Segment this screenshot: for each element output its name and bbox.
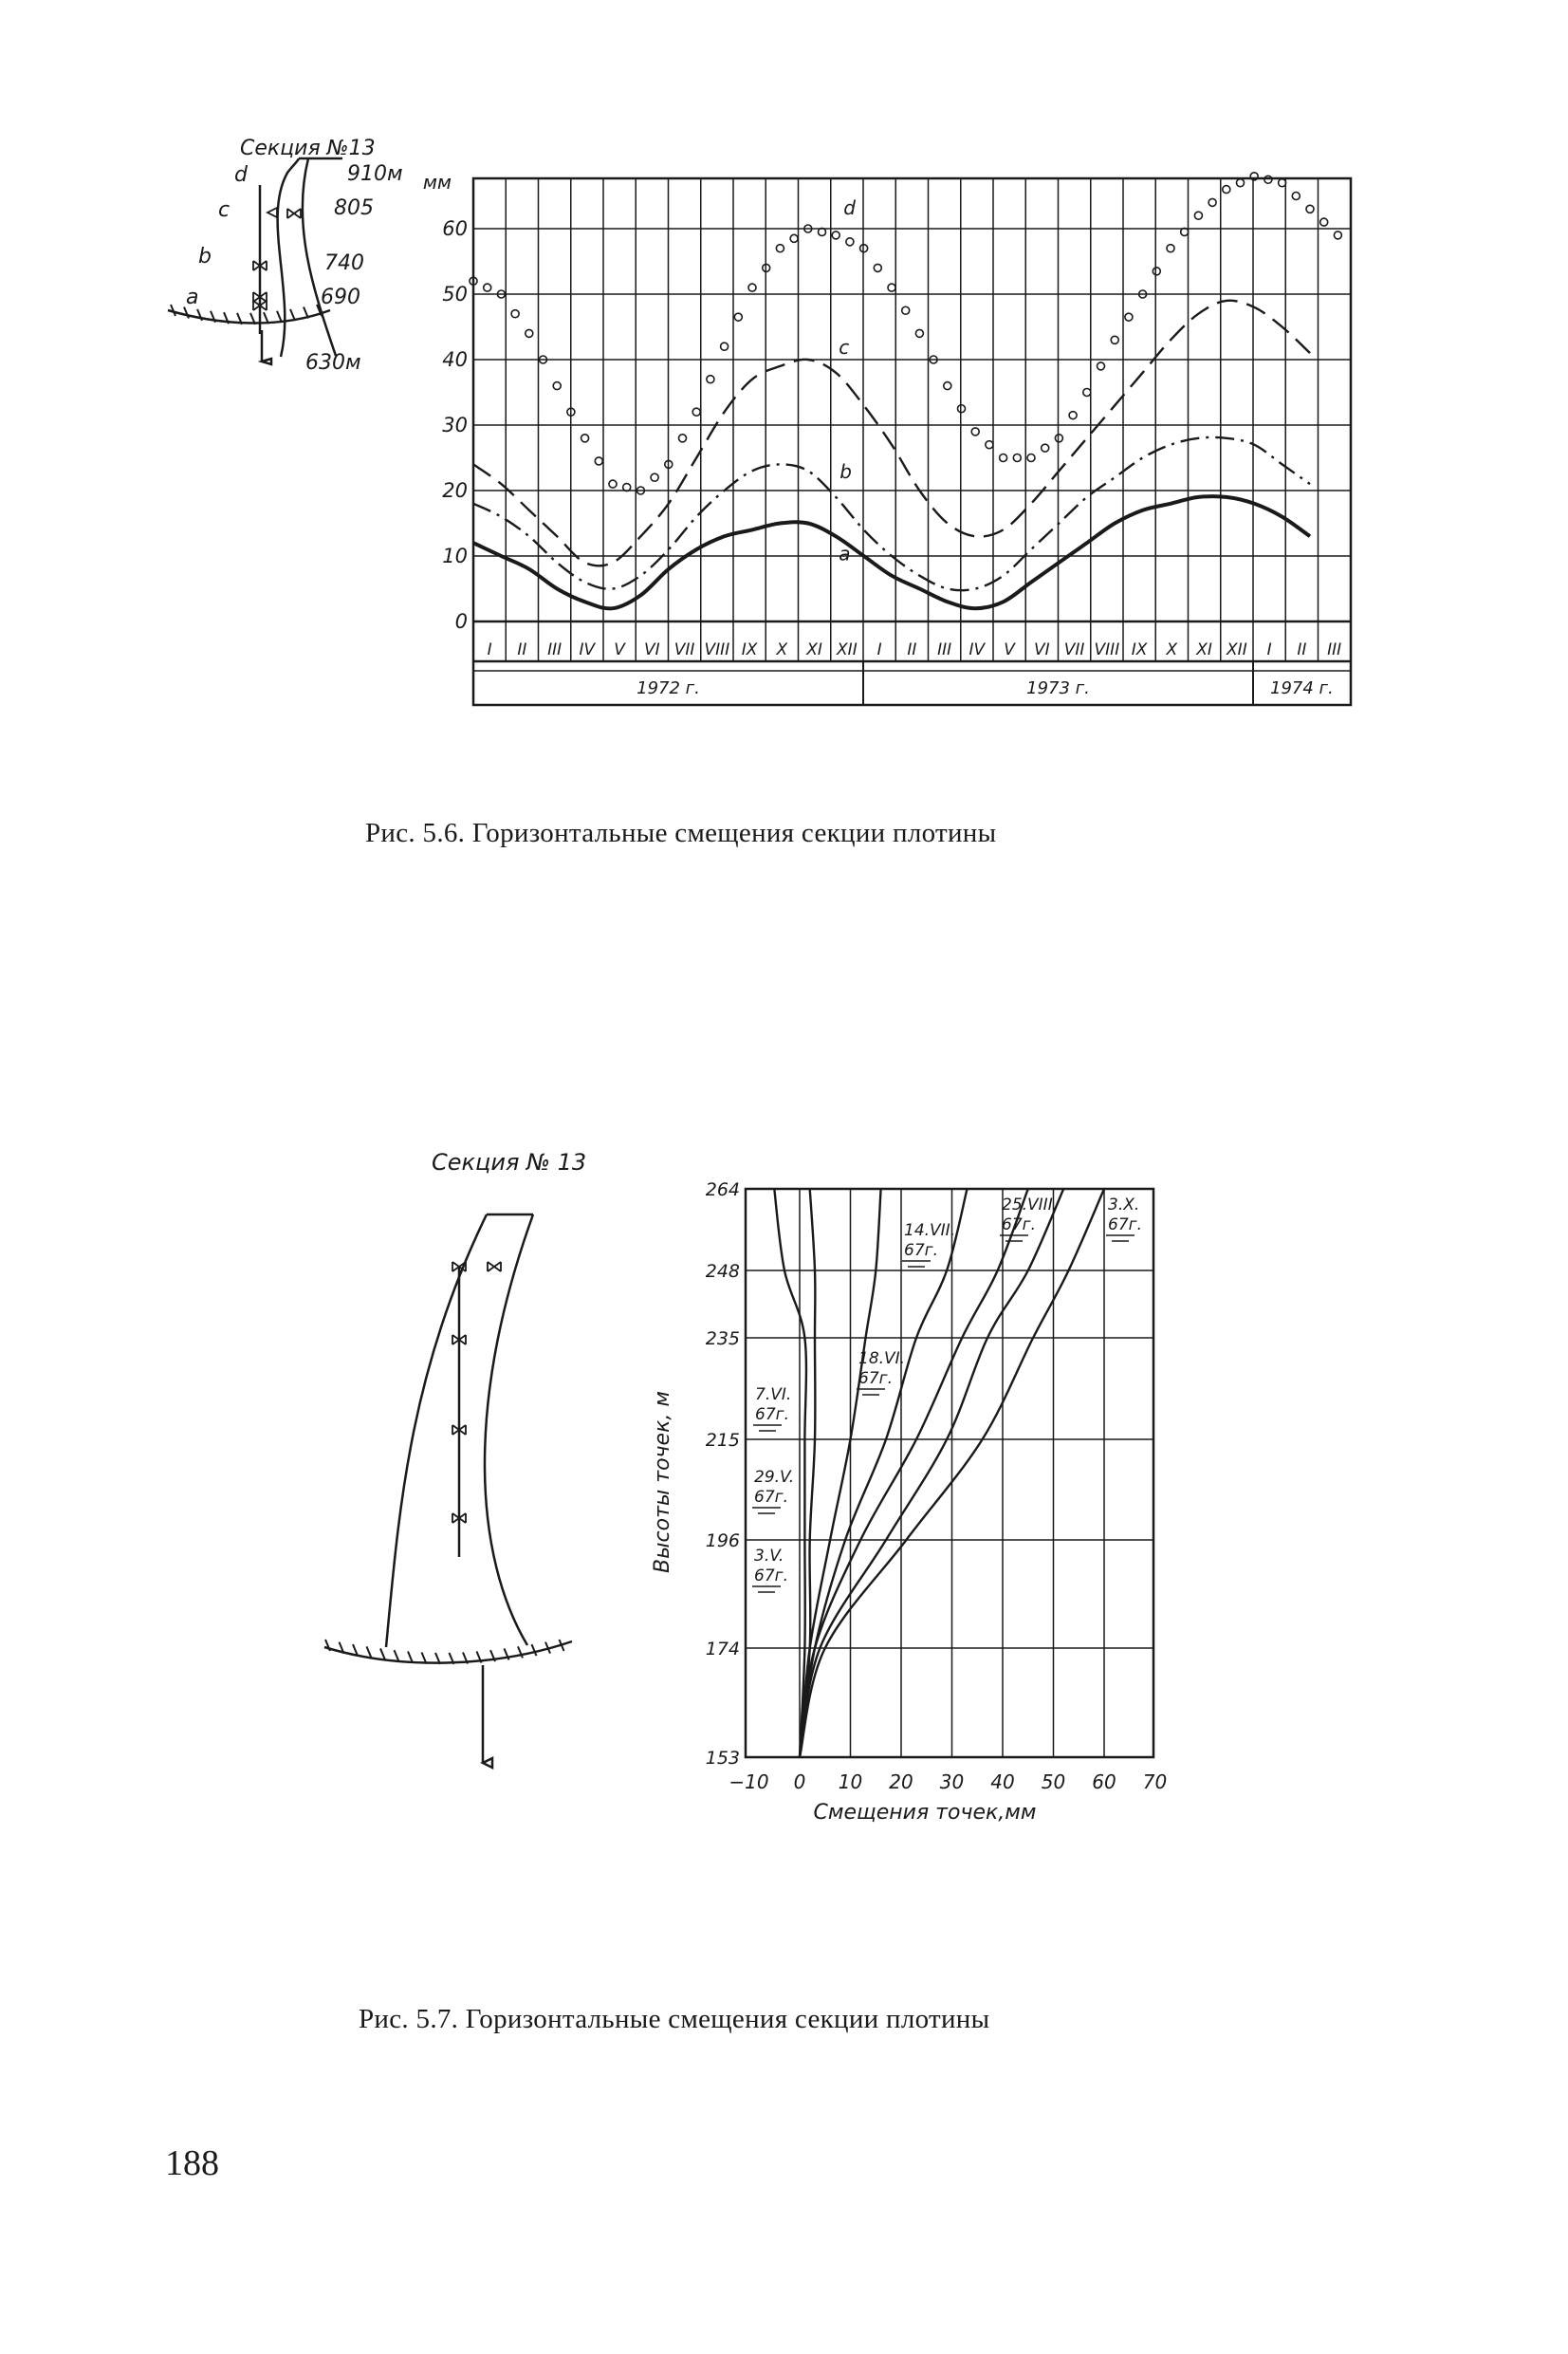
dam-upstream-face-2 xyxy=(386,1214,487,1647)
x-tick-label: −10 xyxy=(729,1770,769,1793)
series-label: 67г. xyxy=(754,1566,788,1585)
series-label: 3.X. xyxy=(1108,1196,1140,1214)
month-label: X xyxy=(1166,640,1178,659)
y-tick-label: 10 xyxy=(442,545,468,567)
month-label: VI xyxy=(644,640,660,659)
month-label: IX xyxy=(1131,640,1148,659)
series-label: 67г. xyxy=(904,1241,938,1260)
figure-5-6-caption: Рис. 5.6. Горизонтальные смещения секции плотины xyxy=(365,818,997,848)
month-label: XII xyxy=(1227,640,1247,659)
y-tick-label: 40 xyxy=(442,348,468,371)
month-label: II xyxy=(1297,640,1307,659)
series-line xyxy=(800,1189,1028,1757)
hatch-mark xyxy=(532,1644,537,1656)
series-label: 25.VIII. xyxy=(1002,1196,1059,1214)
month-label: IX xyxy=(741,640,758,659)
month-label: X xyxy=(776,640,788,659)
y-tick-label: 248 xyxy=(705,1261,740,1282)
figure-5-7-caption: Рис. 5.7. Горизонтальные смещения секции плотины xyxy=(359,2004,990,2034)
anchor-icon-2 xyxy=(483,1758,492,1768)
x-tick-label: 30 xyxy=(939,1770,965,1793)
chart-2-x-ticks xyxy=(729,1770,1167,1793)
month-label: III xyxy=(937,640,952,659)
month-label: VI xyxy=(1034,640,1050,659)
y-tick-label: 264 xyxy=(705,1179,740,1200)
series-label-a: a xyxy=(839,542,851,565)
month-label: IV xyxy=(579,640,596,659)
y-tick-label: 60 xyxy=(442,217,468,240)
chart-2 xyxy=(651,1179,1167,1825)
series-label-d: d xyxy=(843,195,856,219)
y-tick-label: 30 xyxy=(442,414,468,436)
chart-1-y-axis-label: мм xyxy=(422,171,452,194)
x-tick-label: 60 xyxy=(1092,1770,1116,1793)
month-label: XI xyxy=(806,640,822,659)
series-line xyxy=(800,1189,1063,1757)
year-label: 1972 г. xyxy=(636,678,700,698)
foundation-elevation: 630м xyxy=(305,351,361,375)
chart-2-x-axis-label: Смещения точек,мм xyxy=(813,1801,1037,1825)
point-elevation-b: 740 xyxy=(324,251,364,275)
month-label: II xyxy=(517,640,527,659)
month-label: V xyxy=(1004,640,1015,659)
y-tick-label: 0 xyxy=(454,610,468,633)
chart-2-series xyxy=(774,1189,1104,1757)
series-label: 18.VI. xyxy=(858,1349,906,1368)
point-letter-a: a xyxy=(186,286,199,309)
section-title: Секция №13 xyxy=(240,137,376,160)
page-number: 188 xyxy=(165,2143,219,2183)
y-tick-label: 20 xyxy=(442,479,468,502)
dam-downstream-face-2 xyxy=(485,1214,533,1645)
plumb-target-icon xyxy=(488,1262,501,1271)
series-label: 67г. xyxy=(755,1405,789,1424)
series-label: 67г. xyxy=(1002,1215,1036,1234)
month-label: VII xyxy=(1063,640,1085,659)
x-tick-label: 20 xyxy=(889,1770,913,1793)
y-tick-label: 215 xyxy=(705,1430,740,1451)
x-tick-label: 40 xyxy=(990,1770,1015,1793)
point-letter-b: b xyxy=(198,245,212,269)
month-label: XI xyxy=(1196,640,1212,659)
x-tick-label: 10 xyxy=(838,1770,863,1793)
series-label: 67г. xyxy=(754,1488,788,1507)
y-tick-label: 153 xyxy=(705,1748,740,1769)
month-label: I xyxy=(487,640,492,659)
point-elevation-d: 910м xyxy=(347,162,403,186)
series-line xyxy=(800,1189,968,1757)
x-tick-label: 50 xyxy=(1041,1770,1066,1793)
point-letter-d: d xyxy=(234,163,248,187)
series-label: 14.VII. xyxy=(904,1221,956,1240)
y-tick-label: 174 xyxy=(705,1639,740,1659)
series-label: 29.V. xyxy=(754,1468,795,1487)
x-tick-label: 70 xyxy=(1142,1770,1168,1793)
month-label: IV xyxy=(968,640,986,659)
point-letter-c: c xyxy=(218,198,231,222)
chart-2-y-ticks xyxy=(706,1179,740,1769)
y-tick-label: 50 xyxy=(442,283,468,306)
month-label: XII xyxy=(837,640,858,659)
section-title-2: Секция № 13 xyxy=(432,1149,587,1176)
series-label: 7.VI. xyxy=(755,1385,792,1404)
dam-section-sketch-2 xyxy=(324,1214,572,1768)
series-label-b: b xyxy=(839,459,852,483)
year-label: 1973 г. xyxy=(1026,678,1090,698)
y-tick-label: 235 xyxy=(705,1328,740,1349)
chart-2-y-axis-label: Высоты точек, м xyxy=(651,1391,674,1573)
point-elevation-a: 690 xyxy=(321,286,360,309)
month-label: III xyxy=(547,640,563,659)
month-label: VII xyxy=(673,640,695,659)
month-label: V xyxy=(614,640,625,659)
month-label: III xyxy=(1327,640,1342,659)
month-label: VIII xyxy=(1094,640,1120,659)
hatch-mark xyxy=(380,1648,385,1659)
month-label: VIII xyxy=(704,640,730,659)
series-label: 67г. xyxy=(1108,1215,1142,1234)
series-label: 3.V. xyxy=(754,1547,784,1566)
y-tick-label: 196 xyxy=(705,1530,740,1551)
series-label-c: c xyxy=(839,335,850,359)
month-label: II xyxy=(907,640,917,659)
series-label: 67г. xyxy=(858,1369,893,1388)
foundation-hatching-2 xyxy=(325,1640,564,1664)
x-tick-label: 0 xyxy=(793,1770,806,1793)
month-label: I xyxy=(876,640,882,659)
month-label: I xyxy=(1266,640,1272,659)
year-label: 1974 г. xyxy=(1270,678,1334,698)
point-elevation-c: 805 xyxy=(334,196,374,220)
